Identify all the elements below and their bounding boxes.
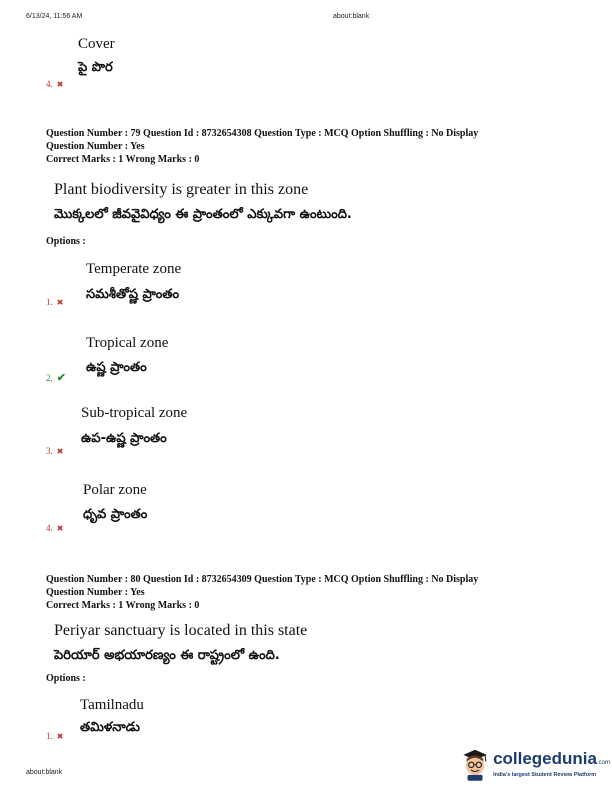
q79-option-3-english: Sub-tropical zone bbox=[81, 405, 188, 421]
q80-meta bbox=[46, 573, 478, 612]
q80-option-1-number: 1. ✖ bbox=[46, 731, 64, 741]
q79-option-1-number: 1. ✖ bbox=[46, 297, 64, 307]
wrong-mark-icon: ✖ bbox=[56, 447, 64, 456]
print-timestamp: 6/13/24, 11:56 AM bbox=[26, 13, 83, 20]
wrong-mark-icon: ✖ bbox=[56, 298, 64, 307]
wrong-mark-icon: ✖ bbox=[56, 732, 64, 741]
q79-meta bbox=[46, 127, 478, 166]
print-footer-url: about:blank bbox=[26, 769, 63, 776]
mascot-icon bbox=[460, 744, 490, 784]
collegedunia-logo bbox=[460, 744, 610, 784]
q79-option-1-telugu: సమశీతోష్ణ ప్రాంతం bbox=[86, 287, 180, 302]
q80-meta-line3: Correct Marks : 1 Wrong Marks : 0 bbox=[46, 600, 200, 611]
q79-option-2-english: Tropical zone bbox=[86, 335, 169, 351]
q80-option-1-telugu: తమిళనాడు bbox=[80, 720, 140, 735]
logo-tagline: India's largest Student Review Platform bbox=[493, 772, 597, 778]
q79-options-label: Options : bbox=[46, 236, 86, 247]
q79-meta-line1: Question Number : 79 Question Id : 8732654308 Question Type : MCQ Option Shuffling : No Display bbox=[46, 128, 479, 139]
q79-option-2-number: 2. ✔ bbox=[46, 372, 66, 384]
print-page-title: about:blank bbox=[333, 13, 370, 20]
q79-option-3-number: 3. ✖ bbox=[46, 446, 64, 456]
prev-option-4-telugu: పై పొర bbox=[78, 60, 113, 75]
q79-option-4-english: Polar zone bbox=[83, 482, 147, 498]
q80-meta-line2: Question Number : Yes bbox=[46, 587, 145, 598]
q79-option-4-telugu: ధృవ ప్రాంతం bbox=[83, 507, 148, 522]
q79-option-3-telugu: ఉప-ఉష్ణ ప్రాంతం bbox=[81, 431, 167, 446]
prev-option-4-number: 4. ✖ bbox=[46, 79, 64, 89]
wrong-mark-icon: ✖ bbox=[56, 524, 64, 533]
logo-wordmark: collegedunia.com bbox=[493, 749, 610, 768]
q79-option-1-english: Temperate zone bbox=[86, 261, 182, 277]
q80-meta-line1: Question Number : 80 Question Id : 8732654309 Question Type : MCQ Option Shuffling : No Display bbox=[46, 574, 479, 585]
q80-options-label: Options : bbox=[46, 673, 86, 684]
q80-option-1-english: Tamilnadu bbox=[80, 697, 144, 713]
q79-meta-line3: Correct Marks : 1 Wrong Marks : 0 bbox=[46, 154, 200, 165]
q79-option-2-telugu: ఉష్ణ ప్రాంతం bbox=[86, 360, 147, 375]
prev-option-4-english: Cover bbox=[78, 36, 115, 52]
q80-text-telugu: పెరియార్ అభయారణ్యం ఈ రాష్ట్రంలో ఉంది. bbox=[54, 648, 280, 663]
q80-text-english: Periyar sanctuary is located in this state bbox=[54, 622, 308, 639]
q79-option-4-number: 4. ✖ bbox=[46, 523, 64, 533]
q79-text-telugu: మొక్కలలో జీవవైవిధ్యం ఈ ప్రాంతంలో ఎక్కువగా ఉంటుంది. bbox=[54, 207, 352, 222]
logo-tld: .com bbox=[596, 760, 610, 766]
q79-meta-line2: Question Number : Yes bbox=[46, 141, 145, 152]
wrong-mark-icon: ✖ bbox=[56, 80, 64, 89]
q79-text-english: Plant biodiversity is greater in this zone bbox=[54, 181, 309, 198]
correct-check-icon: ✔ bbox=[56, 372, 66, 384]
